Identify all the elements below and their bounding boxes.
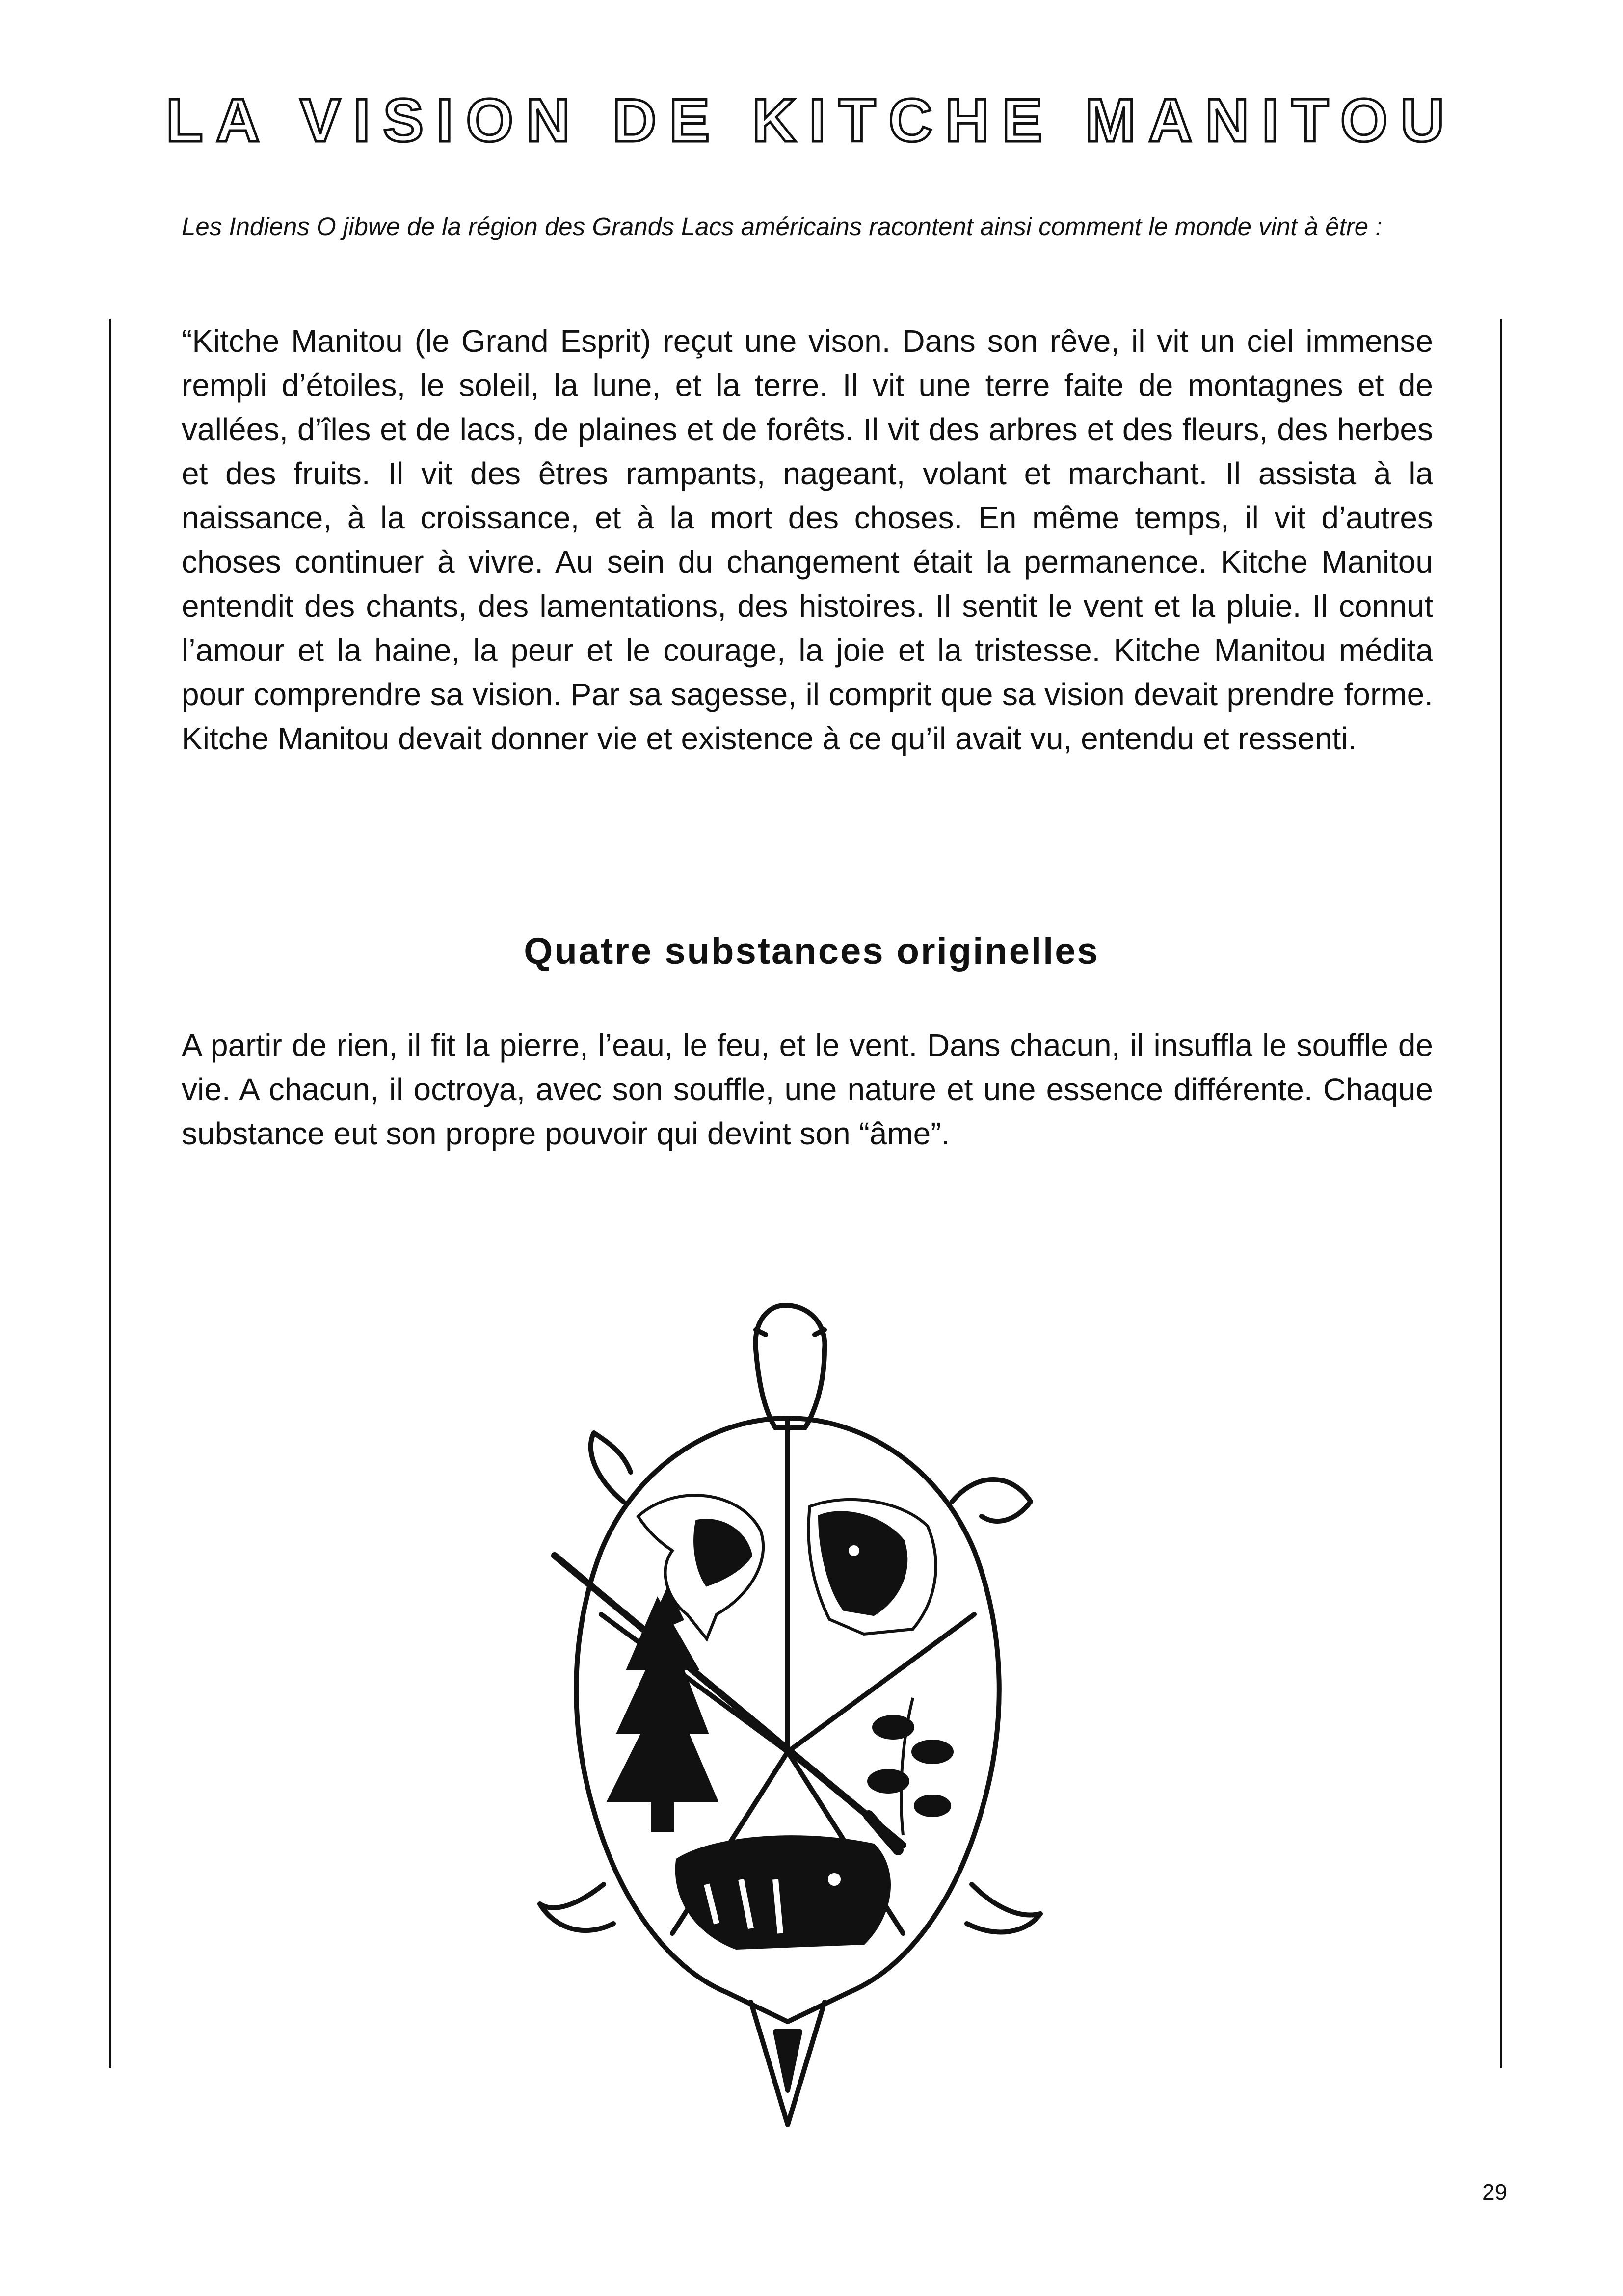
left-margin-rule: [109, 319, 111, 2068]
turtle-head-icon: [755, 1305, 825, 1428]
turtle-illustration-icon: [510, 1295, 1065, 2139]
flipper-bottom-left-icon: [540, 1884, 613, 1930]
section-heading: Quatre substances originelles: [524, 930, 1099, 972]
flipper-top-left-icon: [591, 1433, 631, 1502]
flipper-bottom-right-icon: [967, 1884, 1040, 1932]
substances-paragraph: A partir de rien, il fit la pierre, l’eau, le feu, et le vent. Dans chacun, il insuffla le souffle de vie. A chacun, il octroya, avec son souffle, une nature et une essence différente. Chaque substance eut son propre pouvoir qui devint son “âme”.: [182, 1028, 1433, 1151]
story-paragraph: “Kitche Manitou (le Grand Esprit) reçut une vison. Dans son rêve, il vit un ciel immense rempli d’étoiles, le soleil, la lune, et la terre. Il vit une terre faite de montagnes et de vallées, d’îles et de lacs, de plaines et de forêts. Il vit des arbres et des fleurs, des herbes et des fruits. Il vit des êtres rampants, nageant, volant et marchant. Il assista à la naissance, à la croissance, et à la mort des choses. En même temps, il vit d’autres choses continuer à vivre. Au sein du changement était la permanence. Kitche Manitou entendit des chants, des lamentations, des histoires. Il sentit le vent et la pluie. Il connut l’amour et la haine, la peur et le courage, la joie et la tristesse. Kitche Manitou médita pour comprendre sa vision. Par sa sagesse, il comprit que sa vision devait prendre forme. Kitche Manitou devait donner vie et existence à ce qu’il avait vu, entendu et ressenti.: [182, 323, 1433, 756]
page-title: LA VISION DE KITCHE MANITOU: [166, 87, 1457, 155]
flipper-top-right-icon: [952, 1479, 1031, 1521]
page-number: 29: [1482, 2179, 1508, 2205]
bear-lower-panel-icon: [677, 1837, 889, 1948]
intro-text: Les Indiens O jibwe de la région des Grands Lacs américains racontent ainsi comment le monde vint à être :: [182, 212, 1383, 240]
right-margin-rule: [1500, 319, 1502, 2068]
plant-panel-icon: [869, 1698, 952, 1835]
bear-panel-icon: [808, 1500, 935, 1634]
